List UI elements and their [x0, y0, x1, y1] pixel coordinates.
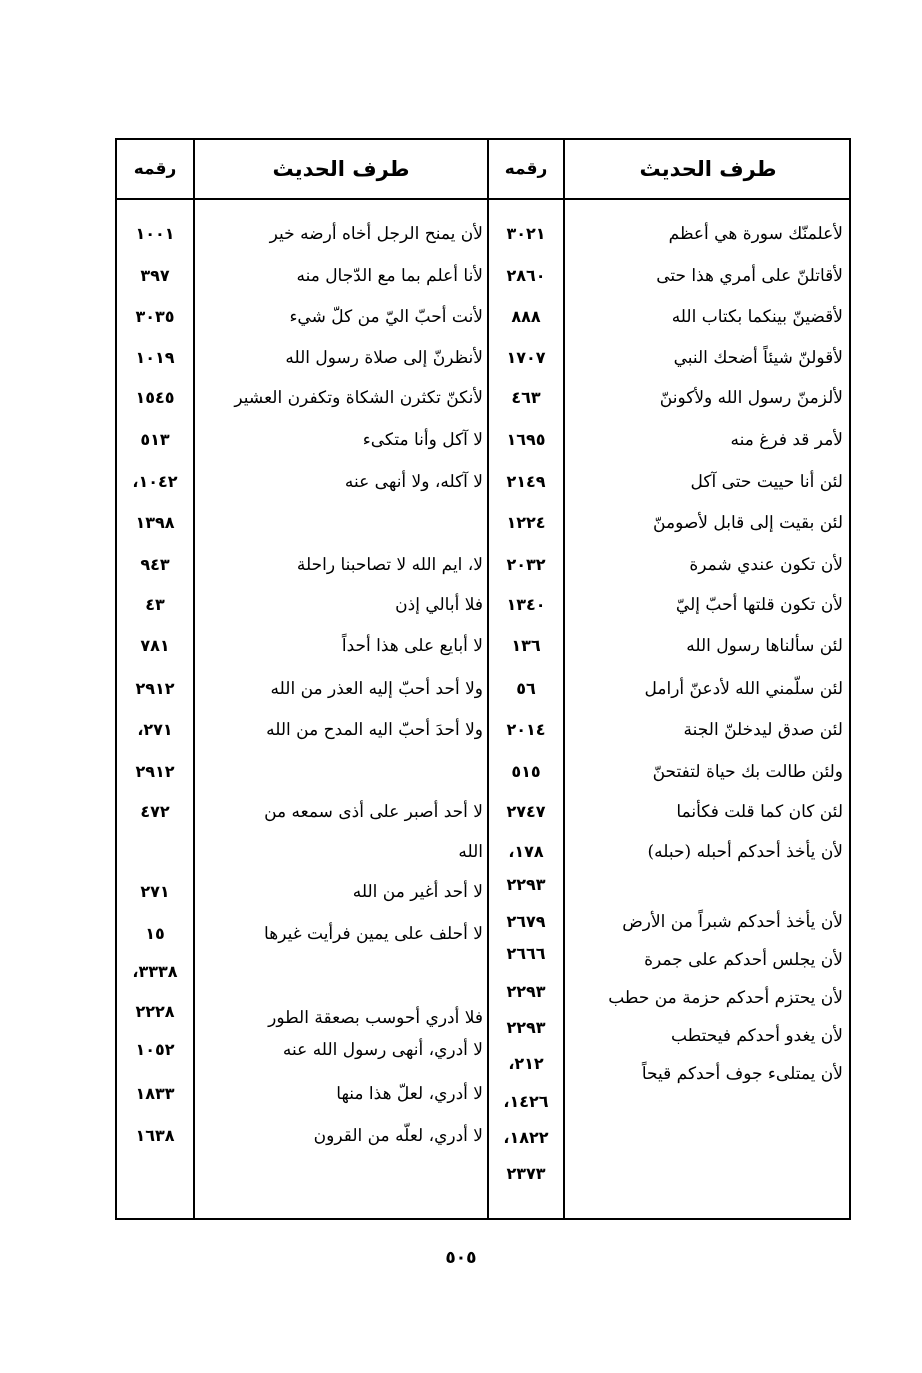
hadith-index-table — [115, 138, 851, 1220]
right-entry-text: لأمر قد فرغ منه — [730, 430, 843, 450]
right-entry-number: ٢٦٦٦ — [506, 944, 546, 963]
right-entry-number: ٢٦٧٩ — [506, 912, 546, 931]
left-entry-number: ١٦٣٨ — [135, 1126, 175, 1145]
right-entry-number: ٨٨٨ — [511, 307, 541, 326]
right-entry-text: لئن سلّمني الله لأدعنّ أرامل — [644, 679, 843, 699]
right-entry-text: لألزمنّ رسول الله ولأكوننّ — [659, 388, 843, 408]
left-entry-number: ٣٣٣٨، — [132, 962, 178, 981]
left-entry-number: ١٠٥٢ — [135, 1040, 175, 1059]
right-entry-number: ٣٠٢١ — [506, 224, 546, 243]
right-entry-text: لأن يغدو أحدكم فيحتطب — [670, 1026, 843, 1046]
right-entry-number: ٢٢٩٣ — [506, 1018, 546, 1037]
right-entry-text: لأن تكون عندي شمرة — [689, 555, 843, 575]
right-entry-text: لأعلمنّك سورة هي أعظم — [668, 224, 843, 244]
right-entry-text: لأقاتلنّ على أمري هذا حتى — [656, 266, 843, 286]
right-entry-number: ١٤٢٦، — [503, 1092, 549, 1111]
right-entry-number: ٢٠١٤ — [506, 720, 546, 739]
left-entry-number: ٩٤٣ — [140, 555, 170, 574]
left-entry-text: ولا أحد أحبّ إليه العذر من الله — [270, 679, 483, 699]
left-entry-text: لأنا أعلم بما مع الدّجال منه — [296, 266, 483, 286]
left-entry-number: ١٣٩٨ — [135, 513, 175, 532]
right-entry-number: ١٧٠٧ — [506, 348, 546, 367]
right-entry-text: لأقضينّ بينكما بكتاب الله — [671, 307, 843, 327]
left-entry-text: لا أدري، لعلّه من القرون — [313, 1126, 483, 1146]
right-entry-number: ١٢٢٤ — [506, 513, 546, 532]
left-entry-text: فلا أدري أحوسب بصعقة الطور — [268, 1008, 483, 1028]
left-entry-number: ٢٩١٢ — [135, 762, 175, 781]
right-entry-number: ١٣٤٠ — [506, 595, 546, 614]
right-entry-text: لأن يأخذ أحدكم شبراً من الأرض — [622, 912, 843, 932]
left-entry-text: لأنت أحبّ اليّ من كلّ شيء — [289, 307, 483, 327]
left-entry-number: ٢٧١ — [140, 882, 170, 901]
left-entry-text: لا أحلف على يمين فرأيت غيرها — [264, 924, 483, 944]
left-entry-text: لأنكنّ تكثرن الشكاة وتكفرن العشير — [234, 388, 483, 408]
right-entry-number: ١٧٨، — [508, 842, 544, 861]
right-entry-number: ٢٢٩٣ — [506, 982, 546, 1001]
right-entry-text: لأن يجلس أحدكم على جمرة — [644, 950, 843, 970]
left-title-header: طرف الحديث — [272, 157, 410, 181]
left-entry-text: لا أدري، لعلّ هذا منها — [336, 1084, 483, 1104]
right-entry-number: ٥٦ — [516, 679, 536, 698]
page-number: ٥٠٥ — [445, 1248, 477, 1268]
right-entry-number: ٢٣٧٣ — [506, 1164, 546, 1183]
left-entry-number: ٢٩١٢ — [135, 679, 175, 698]
left-entry-number: ٣٩٧ — [140, 266, 170, 285]
left-entry-text: لا آكل وأنا متكىء — [362, 430, 483, 450]
right-entry-number: ٥١٥ — [511, 762, 541, 781]
right-title-header: طرف الحديث — [639, 157, 777, 181]
left-entry-number: ١٨٣٣ — [135, 1084, 175, 1103]
left-entry-text: لا، ايم الله لا تصاحبنا راحلة — [296, 555, 483, 575]
right-entry-number: ٤٦٣ — [511, 388, 541, 407]
left-entry-number: ١٠١٩ — [135, 348, 175, 367]
left-entry-text: لا أبايع على هذا أحداً — [341, 636, 483, 656]
right-entry-text: لئن سألناها رسول الله — [686, 636, 843, 656]
right-entry-text: ولئن طالت بك حياة لتفتحنّ — [652, 762, 843, 782]
right-entry-number: ٢٠٣٢ — [506, 555, 546, 574]
right-entry-number: ٢٧٤٧ — [506, 802, 546, 821]
column-divider — [193, 140, 195, 1218]
left-entry-text: الله — [458, 842, 483, 862]
left-entry-number: ١٠٠١ — [135, 224, 175, 243]
left-entry-text: لا آكله، ولا أنهى عنه — [344, 472, 483, 492]
right-entry-text: لأن يحتزم أحدكم حزمة من حطب — [608, 988, 843, 1008]
left-entry-text: لأنظرنّ إلى صلاة رسول الله — [285, 348, 483, 368]
left-entry-text: لا أحد أصبر على أذى سمعه من — [264, 802, 483, 822]
right-entry-number: ١٣٦ — [511, 636, 541, 655]
left-entry-text: ولا أحدَ أحبّ اليه المدح من الله — [266, 720, 483, 740]
left-entry-text: لأن يمنح الرجل أخاه أرضه خير — [269, 224, 483, 244]
right-entry-number: ١٦٩٥ — [506, 430, 546, 449]
right-entry-text: لئن أنا حييت حتى آكل — [690, 472, 843, 492]
right-entry-text: لأن يأخذ أحدكم أحبله (حبله) — [647, 842, 843, 862]
left-entry-text: فلا أبالي إذن — [395, 595, 483, 615]
right-entry-text: لئن صدق ليدخلنّ الجنة — [683, 720, 843, 740]
right-number-header: رقمه — [504, 159, 548, 179]
left-entry-number: ٣٠٣٥ — [135, 307, 175, 326]
left-entry-number: ١٥٤٥ — [135, 388, 175, 407]
left-entry-number: ٢٢٢٨ — [135, 1002, 175, 1021]
header-divider — [117, 198, 849, 200]
right-entry-text: لأقولنّ شيئاً أضحك النبي — [673, 348, 843, 368]
right-entry-number: ٢١٢، — [508, 1054, 544, 1073]
left-entry-number: ٧٨١ — [140, 636, 170, 655]
right-entry-text: لأن تكون قلتها أحبّ إليّ — [675, 595, 843, 615]
left-number-header: رقمه — [133, 159, 177, 179]
left-entry-text: لا أحد أغير من الله — [352, 882, 483, 902]
left-entry-number: ١٠٤٢، — [132, 472, 178, 491]
left-entry-number: ٤٣ — [145, 595, 165, 614]
left-entry-number: ٥١٣ — [140, 430, 170, 449]
right-entry-number: ٢٨٦٠ — [506, 266, 546, 285]
right-entry-text: لأن يمتلىء جوف أحدكم قيحاً — [641, 1064, 843, 1084]
left-entry-text: لا أدري، أنهى رسول الله عنه — [282, 1040, 483, 1060]
left-entry-number: ٢٧١، — [137, 720, 173, 739]
right-entry-number: ٢٢٩٣ — [506, 875, 546, 894]
right-entry-number: ٢١٤٩ — [506, 472, 546, 491]
right-entry-text: لئن بقيت إلى قابل لأصومنّ — [653, 513, 843, 533]
right-entry-text: لئن كان كما قلت فكأنما — [676, 802, 843, 822]
left-entry-number: ١٥ — [145, 924, 165, 943]
left-entry-number: ٤٧٢ — [140, 802, 170, 821]
right-entry-number: ١٨٢٢، — [503, 1128, 549, 1147]
